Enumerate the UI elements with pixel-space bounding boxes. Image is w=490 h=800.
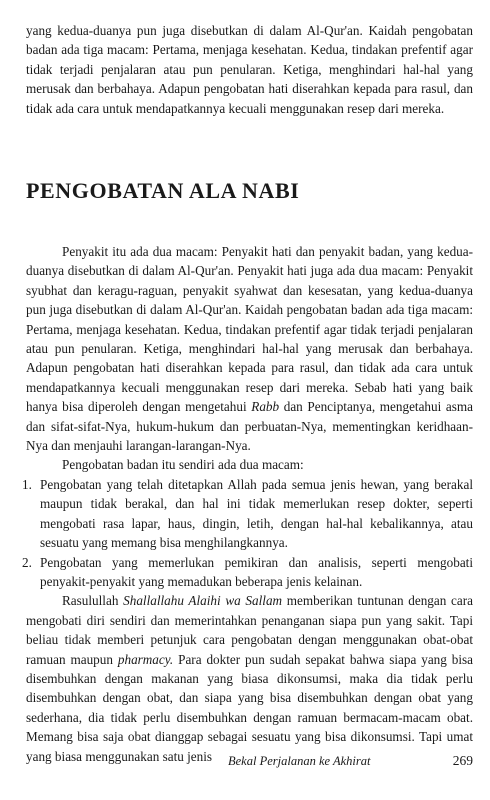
list-item-number: 1. bbox=[22, 476, 32, 492]
running-footer-book-title: Bekal Perjalanan ke Akhirat bbox=[228, 754, 371, 768]
italic-term-rabb: Rabb bbox=[251, 399, 280, 415]
paragraph-intro: Penyakit itu ada dua macam: Penyakit hati dan penyakit badan, yang kedua-duanya disebutkan di dalam Al-Qur'an. Penyakit hati juga ada dua macam: Penyakit syubhat dan keragu-raguan, penyakit syahwat dan kesesatan, yang kedua-duanya pun juga disebutkan di dalam Al-Qur'an. Kaidah pengobatan badan ada tiga macam: Pertama, menjaga kesehatan. Kedua, tindakan prefentif agar tidak terjadi penjalaran atau pun penularan. Ketiga, menghindari hal-hal yang merusak dan berbahaya. Adapun pengobatan hati diserahkan kepada para rasul, dan tidak ada cara untuk mendapatkannya kecuali menggunakan resep dari mereka. Sebab hati yang baik hanya bisa diperoleh dengan mengetahui Rabb dan Penciptanya, mengetahui asma dan sifat-sifat-Nya, hukum-hukum dan perbuatan-Nya, mementingkan keridhaan-Nya dan menjauhi larangan-larangan-Nya. bbox=[26, 244, 474, 454]
continuation-paragraph: yang kedua-duanya pun juga disebutkan di dalam Al-Qur'an. Kaidah pengobatan badan ada tiga macam: Pertama, menjaga kesehatan. Kedua, tindakan prefentif agar tidak terjadi penjalaran atau pun penularan. Ketiga, menghindari hal-hal yang merusak dan berbahaya. Adapun pengobatan hati diserahkan kepada para rasul, dan tidak ada cara untuk mendapatkannya kecuali menggunakan resep dari mereka. bbox=[26, 23, 473, 116]
numbered-list bbox=[22, 475, 473, 591]
list-item-text: Pengobatan yang memerlukan pemikiran dan analisis, seperti mengobati penyakit-penyakit yang memadukan beberapa jenis kelainan. bbox=[40, 554, 473, 589]
italic-honorific: Shallallahu Alaihi wa Sallam bbox=[123, 593, 283, 609]
paragraph-list-intro: Pengobatan badan itu sendiri ada dua macam: bbox=[62, 457, 304, 473]
paragraph-rasulullah: Rasulullah Shallallahu Alaihi wa Sallam memberikan tuntunan dengan cara mengobati diri sendiri dan memerintahkan penanganan siapa pun yang sakit. Tapi beliau tidak memberi petunjuk cara pengobatan dengan menggunakan obat-obat ramuan maupun pharmacy. Para dokter pun sudah sepakat bahwa siapa yang bisa disembuhkan dengan makanan yang biasa dikonsumsi, maka dia tidak perlu disembuhkan dengan obat, dan siapa yang bisa disembuhkan dengan obat yang sederhana, dia tidak perlu disembuhkan dengan ramuan bermacam-macam obat. Memang bisa saja obat dianggap sebagai sesuatu yang bisa dikonsumsi. Tapi umat yang biasa menggunakan satu jenis bbox=[26, 593, 474, 764]
list-item bbox=[22, 553, 473, 592]
page-number: 269 bbox=[452, 753, 473, 768]
page-footer bbox=[228, 754, 473, 769]
italic-term-pharmacy: pharmacy. bbox=[117, 651, 174, 667]
list-item-number: 2. bbox=[22, 554, 32, 570]
list-item bbox=[22, 475, 473, 553]
chapter-body bbox=[22, 242, 474, 766]
chapter-title: PENGOBATAN ALA NABI bbox=[26, 178, 300, 203]
list-item-text: Pengobatan yang telah ditetapkan Allah pada semua jenis hewan, yang berakal maupun tidak berakal, dan hal ini tidak memerlukan resep dokter, seperti mengobati rasa lapar, haus, dingin, letih, dengan hal-hal kebalikannya, atau sesuatu yang memang bisa menghilangkannya. bbox=[40, 476, 473, 551]
